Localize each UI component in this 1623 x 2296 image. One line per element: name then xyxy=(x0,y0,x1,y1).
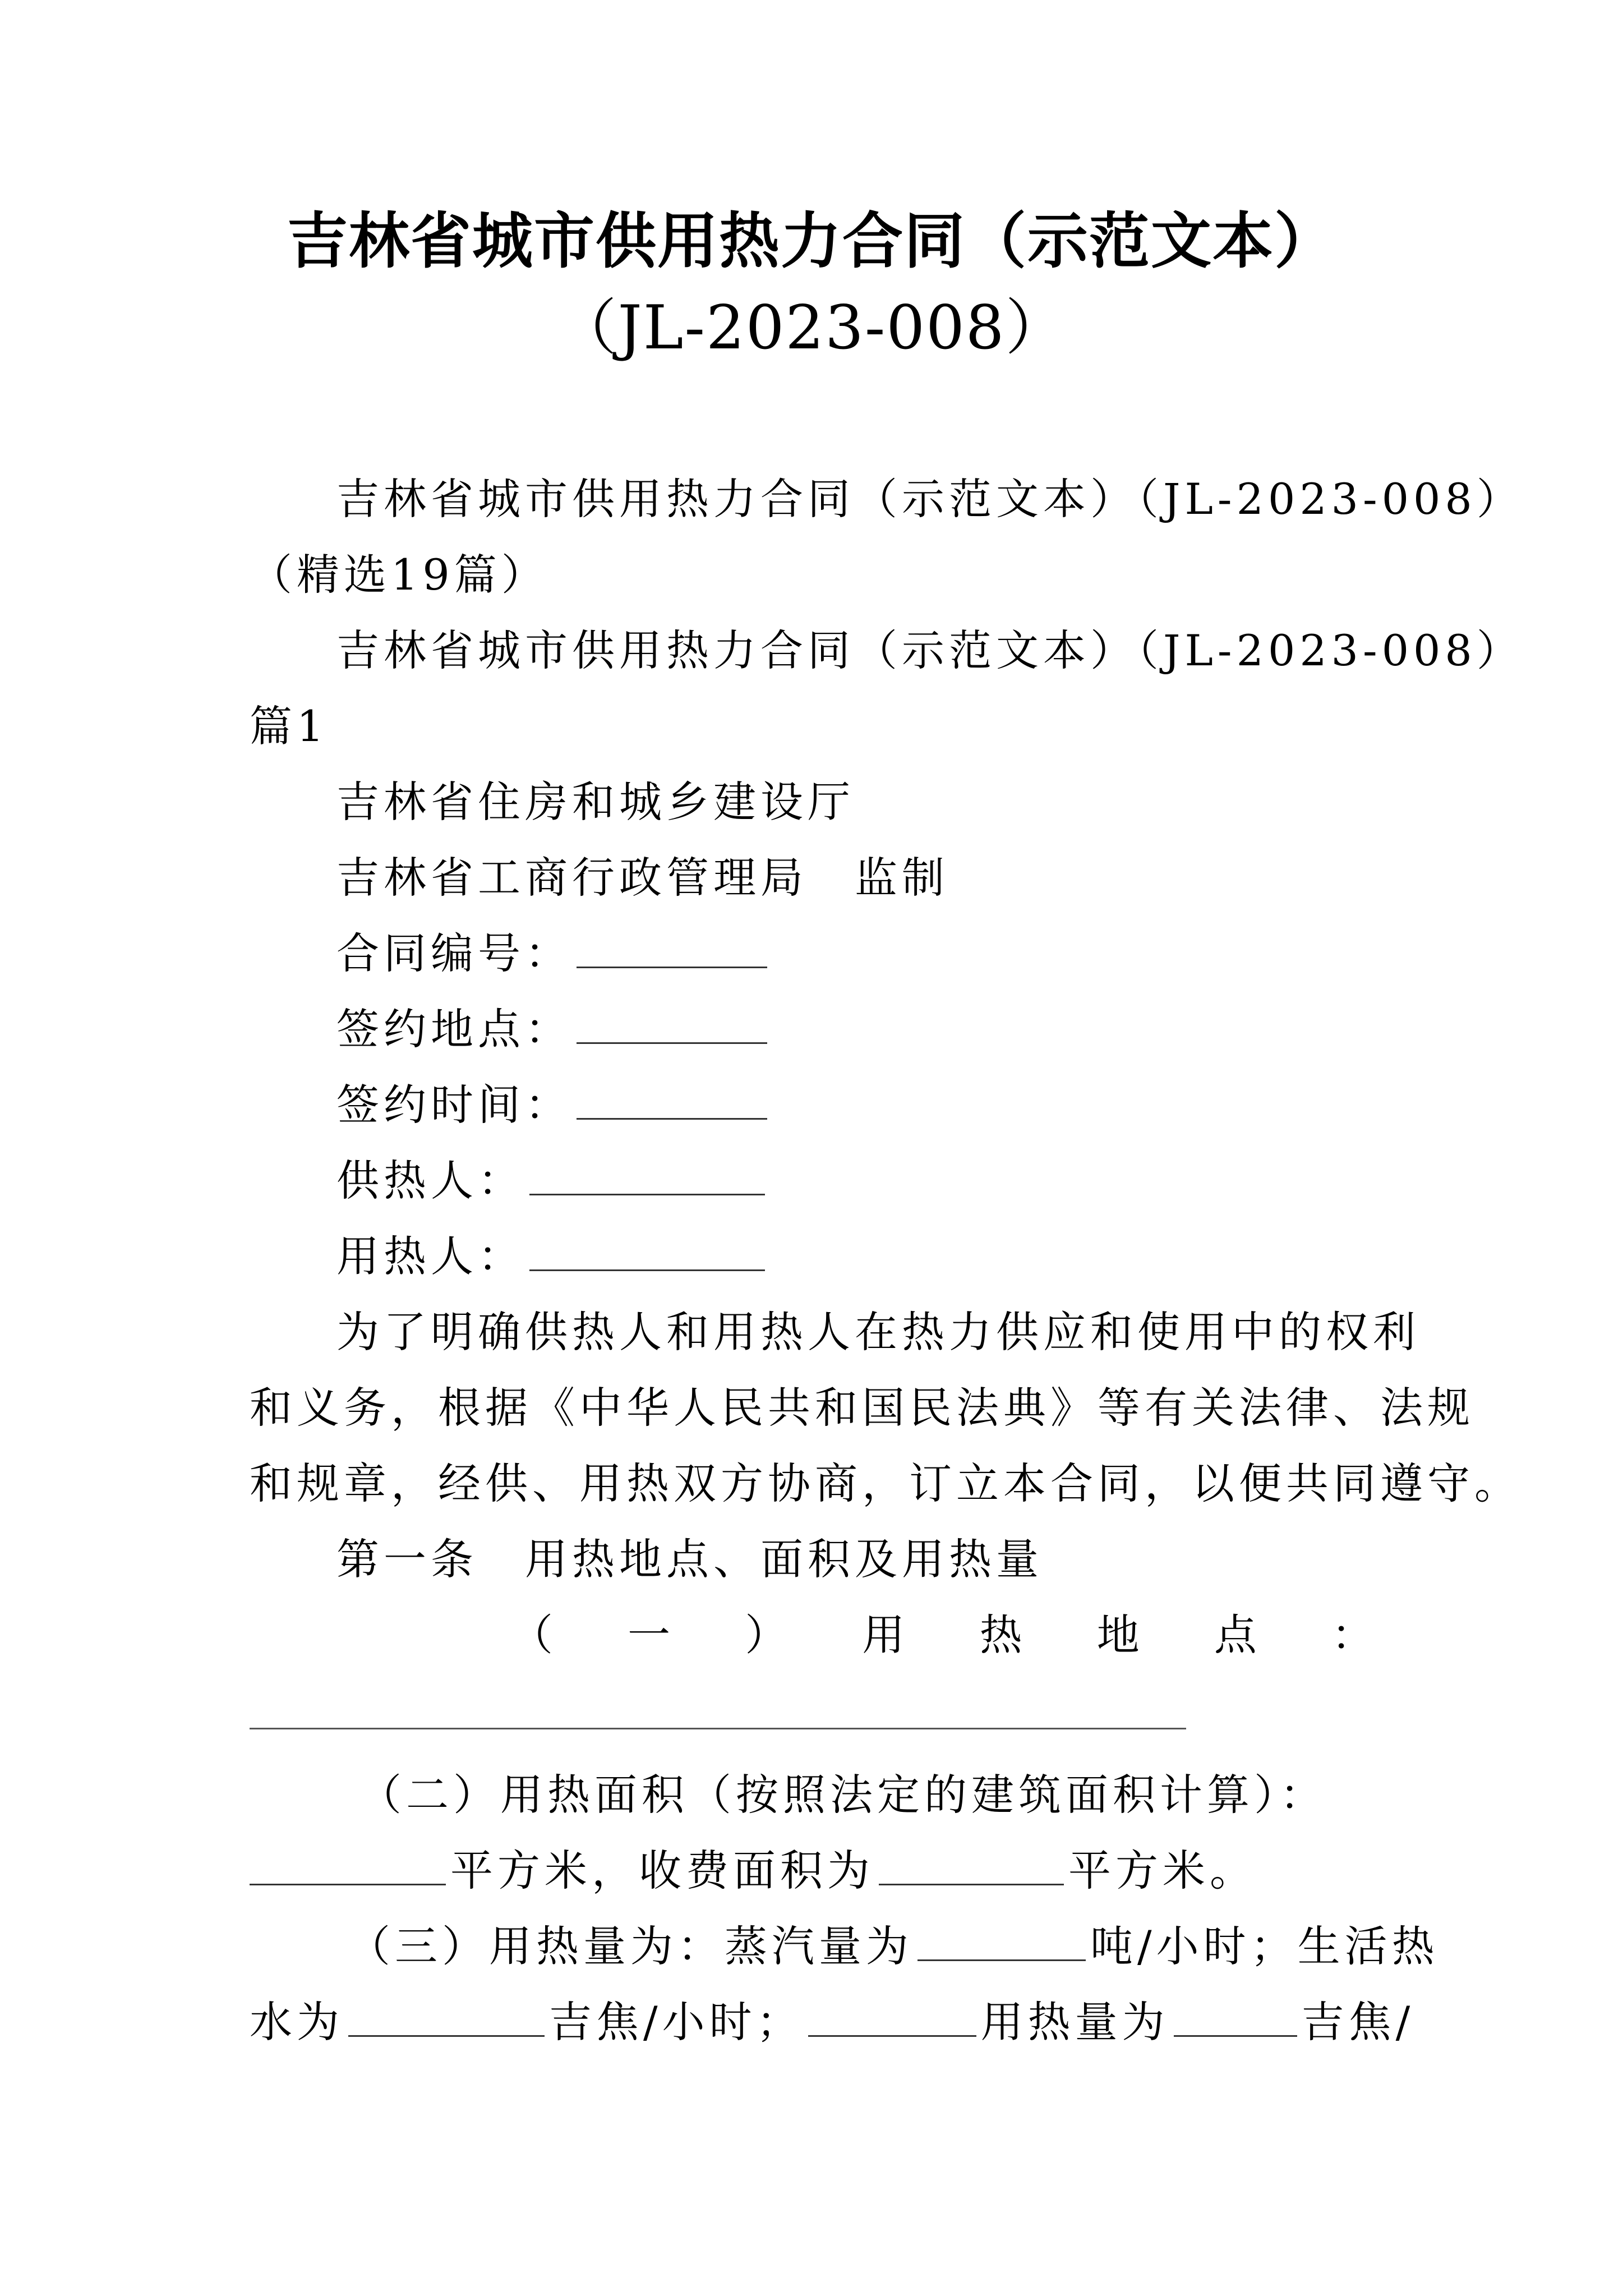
heat-location-char: （ xyxy=(510,1610,553,1660)
supplier-field xyxy=(336,1153,769,1209)
sign-place-label: 签约地点： xyxy=(336,1004,572,1054)
user-blank xyxy=(529,1232,765,1271)
heat-location-char: 用 xyxy=(862,1610,905,1660)
intro-line-3: 吉林省城市供用热力合同（示范文本）（JL-2023-008） xyxy=(336,625,1524,675)
user-field xyxy=(336,1228,769,1285)
heat-area-line-2 xyxy=(250,1843,1257,1899)
heat-location-char: ： xyxy=(1331,1610,1374,1660)
steam-blank xyxy=(917,1922,1086,1961)
intro-line-2: （精选19篇） xyxy=(250,550,548,600)
document-title: 吉林省城市供用热力合同（示范文本） xyxy=(287,206,1336,277)
heat-location-char: 地 xyxy=(1096,1610,1140,1660)
steam-unit: 吨/小时；生活热 xyxy=(1090,1921,1439,1971)
heat-location-char: 热 xyxy=(979,1610,1022,1660)
steam-label: （三）用热量为：蒸汽量为 xyxy=(348,1921,913,1971)
hot-water-blank xyxy=(348,1998,545,2037)
intro-line-4: 篇1 xyxy=(250,701,329,751)
sign-place-blank xyxy=(577,1005,767,1044)
contract-number-label: 合同编号： xyxy=(336,928,572,978)
contract-number-field xyxy=(336,926,772,982)
heat-area-blank xyxy=(250,1847,446,1885)
heat-location-char: ） xyxy=(745,1610,788,1660)
heat-location-blank xyxy=(250,1728,1186,1729)
charge-area-unit: 平方米。 xyxy=(1068,1846,1257,1895)
heat-location-line xyxy=(510,1607,1374,1663)
preamble-line-3: 和规章，经供、用热双方协商，订立本合同，以便共同遵守。 xyxy=(250,1458,1521,1508)
preamble-line-1: 为了明确供热人和用热人在热力供应和使用中的权利 xyxy=(336,1307,1420,1357)
heat-load-line-2 xyxy=(250,1994,1414,2050)
supplier-blank xyxy=(529,1157,765,1195)
intro-line-1: 吉林省城市供用热力合同（示范文本）（JL-2023-008） xyxy=(336,474,1524,524)
heat-load-line-1 xyxy=(348,1918,1439,1975)
supplier-label: 供热人： xyxy=(336,1156,525,1205)
heat-location-char: 点 xyxy=(1214,1610,1257,1660)
user-label: 用热人： xyxy=(336,1231,525,1281)
charge-area-blank xyxy=(879,1847,1064,1885)
hot-water-unit: 吉焦/小时； xyxy=(549,1997,804,2047)
article-1-heading: 第一条 用热地点、面积及用热量 xyxy=(336,1534,1043,1584)
other-use-unit: 吉焦/ xyxy=(1301,1997,1415,2047)
contract-number-blank xyxy=(577,930,767,968)
other-use-amount-blank xyxy=(1174,1998,1297,2037)
sign-time-blank xyxy=(577,1081,767,1120)
sign-time-field xyxy=(336,1077,772,1133)
issuer-org-1: 吉林省住房和城乡建设厅 xyxy=(336,777,855,827)
other-use-blank xyxy=(808,1998,976,2037)
preamble-line-2: 和义务，根据《中华人民共和国民法典》等有关法律、法规 xyxy=(250,1383,1474,1433)
heat-area-unit: 平方米，收费面积为 xyxy=(450,1846,874,1895)
sign-place-field xyxy=(336,1001,772,1057)
document-code: （JL-2023-008） xyxy=(556,293,1067,363)
issuer-org-2: 吉林省工商行政管理局 监制 xyxy=(336,853,949,903)
hot-water-label: 水为 xyxy=(250,1997,344,2047)
heat-location-char: 一 xyxy=(628,1610,671,1660)
other-use-label: 用热量为 xyxy=(980,1997,1169,2047)
heat-area-line-1: （二）用热面积（按照法定的建筑面积计算）： xyxy=(359,1770,1327,1820)
sign-time-label: 签约时间： xyxy=(336,1080,572,1130)
